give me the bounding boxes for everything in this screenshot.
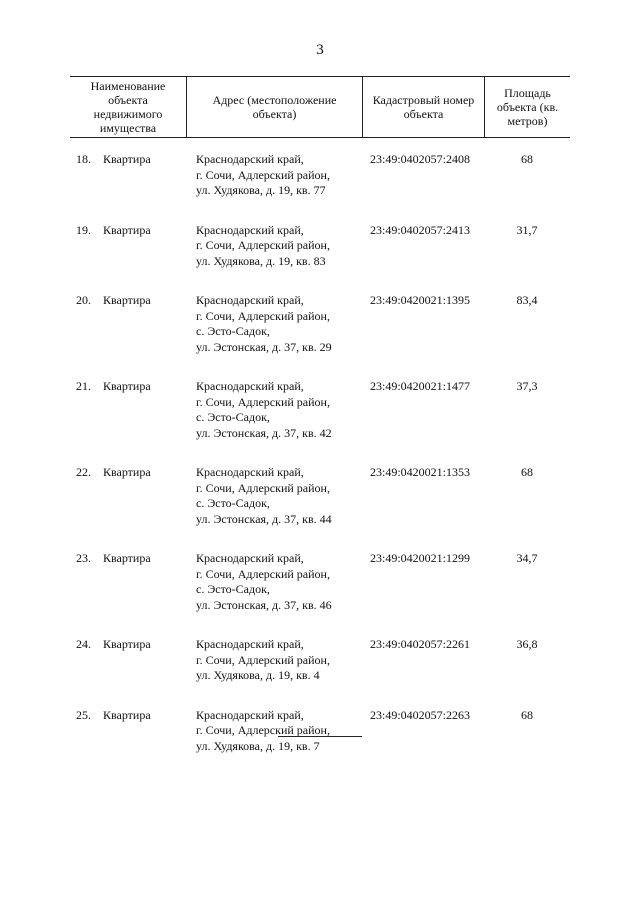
address-line: Краснодарский край, (196, 465, 304, 479)
row-number: 20. (76, 293, 91, 307)
object-name: Квартира (103, 637, 151, 651)
address-line: Краснодарский край, (196, 551, 304, 565)
table-row (70, 379, 570, 441)
object-name: Квартира (103, 152, 151, 166)
header-address: Адрес (местоположение объекта) (186, 77, 362, 137)
address-line: с. Эсто-Садок, (196, 582, 270, 596)
object-name: Квартира (103, 379, 151, 393)
address-line: г. Сочи, Адлерский район, (196, 167, 330, 182)
object-area: 68 (521, 707, 533, 722)
row-number: 22. (76, 465, 91, 479)
row-number: 19. (76, 222, 91, 237)
object-address (196, 152, 366, 199)
table-row (70, 637, 570, 684)
table-row (70, 465, 570, 527)
end-divider (278, 736, 362, 737)
address-line: ул. Эстонская, д. 37, кв. 29 (196, 339, 332, 354)
table-row (70, 708, 570, 755)
address-line: ул. Худякова, д. 19, кв. 77 (196, 183, 326, 197)
object-address (196, 465, 366, 527)
address-line: Краснодарский край, (196, 222, 304, 237)
cadastral-number: 23:49:0420021:1299 (370, 551, 471, 565)
address-line: г. Сочи, Адлерский район, (196, 566, 330, 581)
address-line: г. Сочи, Адлерский район, (196, 308, 330, 323)
cadastral-number: 23:49:0402057:2408 (370, 152, 471, 166)
object-area: 68 (521, 152, 533, 166)
object-address (196, 637, 366, 684)
address-line: г. Сочи, Адлерский район, (196, 652, 330, 667)
table-header (70, 76, 570, 138)
object-area: 83,4 (516, 293, 538, 307)
address-line: г. Сочи, Адлерский район, (196, 723, 330, 737)
address-line: ул. Эстонская, д. 37, кв. 42 (196, 425, 332, 440)
address-line: ул. Эстонская, д. 37, кв. 46 (196, 597, 332, 612)
address-line: Краснодарский край, (196, 707, 304, 722)
row-number: 23. (76, 551, 91, 565)
object-area: 34,7 (516, 551, 538, 565)
address-line: Краснодарский край, (196, 379, 304, 393)
header-area: Площадь объекта (кв. метров) (484, 77, 570, 137)
address-line: ул. Эстонская, д. 37, кв. 44 (196, 511, 332, 526)
object-name: Квартира (103, 707, 151, 722)
cadastral-number: 23:49:0402057:2413 (370, 222, 471, 237)
object-area: 36,8 (516, 637, 538, 651)
address-line: ул. Худякова, д. 19, кв. 83 (196, 253, 326, 268)
object-name: Квартира (103, 222, 151, 237)
row-number: 25. (76, 707, 91, 722)
table-row (70, 152, 570, 199)
row-number: 18. (76, 152, 91, 166)
object-name: Квартира (103, 551, 151, 565)
table-row (70, 223, 570, 270)
cadastral-number: 23:49:0402057:2261 (370, 637, 471, 651)
address-line: г. Сочи, Адлерский район, (196, 238, 330, 252)
address-line: ул. Худякова, д. 19, кв. 7 (196, 738, 320, 753)
cadastral-number: 23:49:0402057:2263 (370, 707, 471, 722)
object-address (196, 379, 366, 441)
object-address (196, 293, 366, 355)
object-name: Квартира (103, 465, 151, 479)
header-name: Наименование объекта недвижимого имущества (90, 79, 166, 135)
header-cadastral: Кадастровый номер объекта (362, 77, 484, 137)
address-line: г. Сочи, Адлерский район, (196, 480, 330, 495)
address-line: с. Эсто-Садок, (196, 324, 270, 338)
object-name: Квартира (103, 293, 151, 307)
object-area: 31,7 (516, 222, 538, 237)
page-number: 3 (316, 42, 324, 58)
table-row (70, 551, 570, 613)
address-line: Краснодарский край, (196, 637, 304, 651)
cadastral-number: 23:49:0420021:1353 (370, 465, 471, 479)
object-address (196, 708, 366, 755)
address-line: Краснодарский край, (196, 293, 304, 307)
cadastral-number: 23:49:0420021:1477 (370, 379, 471, 393)
address-line: с. Эсто-Садок, (196, 496, 270, 510)
address-line: ул. Худякова, д. 19, кв. 4 (196, 668, 320, 682)
object-area: 37,3 (516, 379, 538, 393)
cadastral-number: 23:49:0420021:1395 (370, 293, 471, 307)
object-address (196, 551, 366, 613)
row-number: 24. (76, 637, 91, 651)
row-number: 21. (76, 379, 91, 393)
address-line: Краснодарский край, (196, 152, 304, 166)
object-address (196, 223, 366, 270)
table-row (70, 293, 570, 355)
address-line: с. Эсто-Садок, (196, 410, 270, 424)
object-area: 68 (521, 465, 533, 479)
address-line: г. Сочи, Адлерский район, (196, 394, 330, 409)
